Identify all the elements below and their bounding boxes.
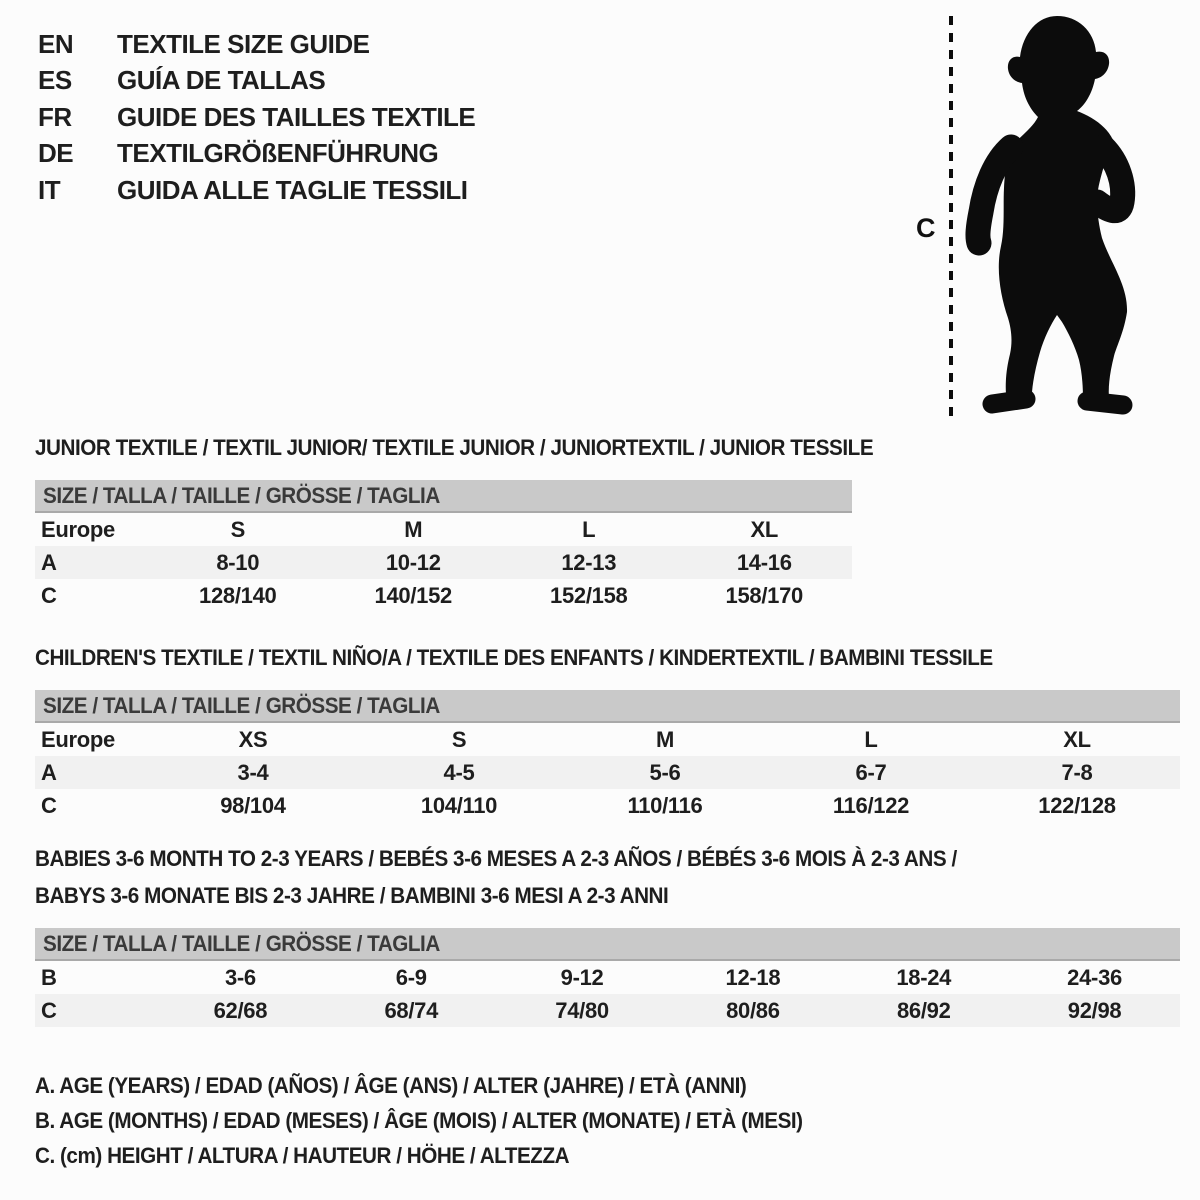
size-cell: XL bbox=[1063, 726, 1091, 752]
value-cell: 104/110 bbox=[420, 792, 498, 818]
table-row bbox=[35, 756, 1180, 789]
table-row bbox=[35, 789, 1180, 822]
value-cell: 110/116 bbox=[627, 792, 703, 818]
lang-code: EN bbox=[38, 28, 74, 59]
size-bar: SIZE / TALLA / TAILLE / GRÖSSE / TAGLIA bbox=[35, 690, 1180, 723]
value-cell: 8-10 bbox=[216, 549, 260, 575]
size-cell: XS bbox=[238, 726, 268, 752]
lang-title: GUÍA DE TALLAS bbox=[117, 65, 326, 96]
junior-size-table bbox=[35, 480, 852, 612]
value-cell: 5-6 bbox=[649, 759, 681, 785]
value-cell: 62/68 bbox=[213, 997, 268, 1023]
value-cell: 18-24 bbox=[896, 964, 952, 990]
language-title-list bbox=[38, 26, 475, 209]
row-label: C bbox=[41, 997, 57, 1023]
row-label: Europe bbox=[41, 726, 115, 752]
size-cell: L bbox=[864, 726, 878, 752]
junior-section-title: JUNIOR TEXTILE / TEXTIL JUNIOR/ TEXTILE JUNIOR / JUNIORTEXTIL / JUNIOR TESSILE bbox=[35, 435, 874, 460]
table-header-row bbox=[35, 723, 1180, 756]
babies-size-table bbox=[35, 928, 1180, 1027]
baby-right-foot bbox=[1087, 401, 1123, 405]
value-cell: 98/104 bbox=[220, 792, 286, 818]
legend-height-cm: C. (cm) HEIGHT / ALTURA / HAUTEUR / HÖHE / ALTEZZA bbox=[35, 1143, 570, 1168]
value-cell: 140/152 bbox=[374, 582, 452, 608]
size-cell: M bbox=[404, 516, 423, 542]
legend-age-years: A. AGE (YEARS) / EDAD (AÑOS) / ÂGE (ANS) / ALTER (JAHRE) / ETÀ (ANNI) bbox=[35, 1073, 747, 1098]
value-cell: 12-13 bbox=[561, 549, 617, 575]
size-bar: SIZE / TALLA / TAILLE / GRÖSSE / TAGLIA bbox=[35, 928, 1180, 961]
children-size-table bbox=[35, 690, 1180, 822]
value-cell: 3-6 bbox=[224, 964, 256, 990]
lang-title: GUIDA ALLE TAGLIE TESSILI bbox=[117, 174, 468, 205]
size-bar: SIZE / TALLA / TAILLE / GRÖSSE / TAGLIA bbox=[35, 480, 852, 513]
value-cell: 12-18 bbox=[725, 964, 781, 990]
value-cell: 122/128 bbox=[1038, 792, 1116, 818]
lang-title: GUIDE DES TAILLES TEXTILE bbox=[117, 101, 476, 132]
size-cell: S bbox=[230, 516, 245, 542]
value-cell: 24-36 bbox=[1067, 964, 1122, 990]
size-cell: L bbox=[582, 516, 596, 542]
lang-code: DE bbox=[38, 138, 74, 169]
value-cell: 7-8 bbox=[1061, 759, 1093, 785]
baby-right-arm bbox=[1097, 147, 1123, 211]
value-cell: 9-12 bbox=[560, 964, 604, 990]
table-header-row bbox=[35, 513, 852, 546]
row-label: C bbox=[41, 792, 57, 818]
lang-row-fr bbox=[38, 99, 475, 136]
row-label: C bbox=[41, 582, 57, 608]
value-cell: 4-5 bbox=[443, 759, 475, 785]
lang-code: IT bbox=[38, 174, 61, 205]
lang-row-de bbox=[38, 136, 475, 173]
lang-row-it bbox=[38, 172, 475, 209]
babies-section-title-line1: BABIES 3-6 MONTH TO 2-3 YEARS / BEBÉS 3-6 MESES A 2-3 AÑOS / BÉBÉS 3-6 MOIS À 2-3 ANS / bbox=[35, 846, 957, 871]
lang-code: ES bbox=[38, 65, 72, 96]
value-cell: 6-7 bbox=[855, 759, 887, 785]
row-label: B bbox=[41, 964, 57, 990]
value-cell: 3-4 bbox=[237, 759, 269, 785]
baby-left-foot bbox=[992, 399, 1026, 404]
lang-title: TEXTILE SIZE GUIDE bbox=[117, 28, 370, 59]
value-cell: 14-16 bbox=[736, 549, 792, 575]
legend-age-months: B. AGE (MONTHS) / EDAD (MESES) / ÂGE (MOIS) / ALTER (MONATE) / ETÀ (MESI) bbox=[35, 1108, 803, 1133]
height-figure bbox=[880, 0, 1200, 440]
lang-row-es bbox=[38, 63, 475, 100]
table-row bbox=[35, 961, 1180, 994]
value-cell: 86/92 bbox=[896, 997, 951, 1023]
table-row bbox=[35, 546, 852, 579]
value-cell: 152/158 bbox=[550, 582, 628, 608]
measure-c-label: C bbox=[916, 213, 936, 243]
value-cell: 10-12 bbox=[385, 549, 441, 575]
row-label: A bbox=[41, 549, 57, 575]
babies-section-title-line2: BABYS 3-6 MONATE BIS 2-3 JAHRE / BAMBINI 3-6 MESI A 2-3 ANNI bbox=[35, 883, 669, 908]
value-cell: 6-9 bbox=[395, 964, 427, 990]
lang-row-en bbox=[38, 26, 475, 63]
row-label: A bbox=[41, 759, 57, 785]
value-cell: 128/140 bbox=[199, 582, 277, 608]
value-cell: 158/170 bbox=[725, 582, 803, 608]
lang-code: FR bbox=[38, 101, 72, 132]
size-cell: XL bbox=[750, 516, 778, 542]
size-cell: S bbox=[451, 726, 467, 752]
value-cell: 92/98 bbox=[1067, 997, 1122, 1023]
children-section-title: CHILDREN'S TEXTILE / TEXTIL NIÑO/A / TEXTILE DES ENFANTS / KINDERTEXTIL / BAMBINI TESSILE bbox=[35, 645, 993, 670]
table-row bbox=[35, 994, 1180, 1027]
value-cell: 68/74 bbox=[384, 997, 439, 1023]
lang-title: TEXTILGRÖßENFÜHRUNG bbox=[117, 138, 439, 169]
table-row bbox=[35, 579, 852, 612]
value-cell: 74/80 bbox=[555, 997, 609, 1023]
row-label: Europe bbox=[41, 516, 115, 542]
size-cell: M bbox=[655, 726, 675, 752]
value-cell: 116/122 bbox=[832, 792, 910, 818]
value-cell: 80/86 bbox=[726, 997, 780, 1023]
